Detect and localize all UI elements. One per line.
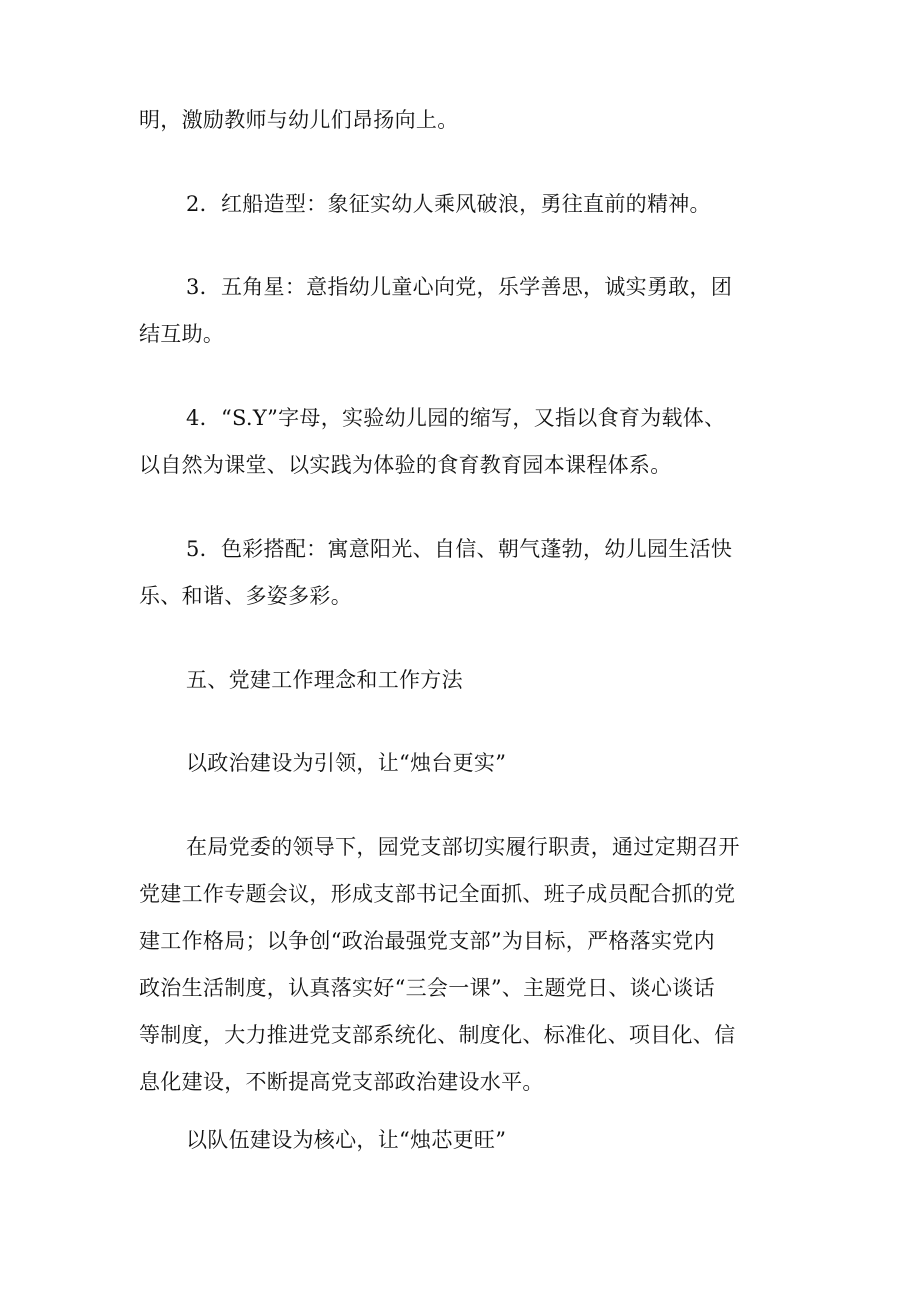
- logo-meaning-item-5-line-2: 乐、和谐、多姿多彩。: [139, 584, 352, 608]
- logo-meaning-item-4-line-2: 以自然为课堂、以实践为体验的食育教育园本课程体系。: [139, 453, 672, 477]
- logo-meaning-item-2: 2．红船造型：象征实幼人乘风破浪，勇往直前的精神。: [186, 192, 711, 216]
- body-paragraph-line-3: 建工作格局；以争创“政治最强党支部”为目标，严格落实党内: [139, 929, 715, 953]
- subheading-political-building: 以政治建设为引领，让“烛台更实”: [186, 751, 507, 775]
- body-paragraph-line-4: 政治生活制度，认真落实好“三会一课”、主题党日、谈心谈话: [139, 976, 715, 1000]
- logo-meaning-item-3-line-1: 3．五角星：意指幼儿童心向党，乐学善思，诚实勇敢，团: [186, 275, 733, 299]
- logo-meaning-item-3-line-2: 结互助。: [139, 322, 225, 346]
- logo-meaning-item-5-line-1: 5．色彩搭配：寓意阳光、自信、朝气蓬勃，幼儿园生活快: [186, 537, 733, 561]
- body-paragraph-line-1: 在局党委的领导下，园党支部切实履行职责，通过定期召开: [186, 835, 740, 859]
- body-paragraph-line-6: 息化建设，不断提高党支部政治建设水平。: [139, 1070, 544, 1094]
- subheading-team-building: 以队伍建设为核心，让“烛芯更旺”: [186, 1128, 507, 1152]
- section-heading-5: 五、党建工作理念和工作方法: [186, 668, 463, 692]
- body-paragraph-line-2: 党建工作专题会议，形成支部书记全面抓、班子成员配合抓的党: [139, 882, 736, 906]
- logo-meaning-item-4-line-1: 4．“S.Y”字母，实验幼儿园的缩写，又指以食育为载体、: [186, 406, 726, 430]
- body-paragraph-line-5: 等制度，大力推进党支部系统化、制度化、标准化、项目化、信: [139, 1023, 736, 1047]
- paragraph-continuation-line: 明，激励教师与幼儿们昂扬向上。: [139, 108, 459, 132]
